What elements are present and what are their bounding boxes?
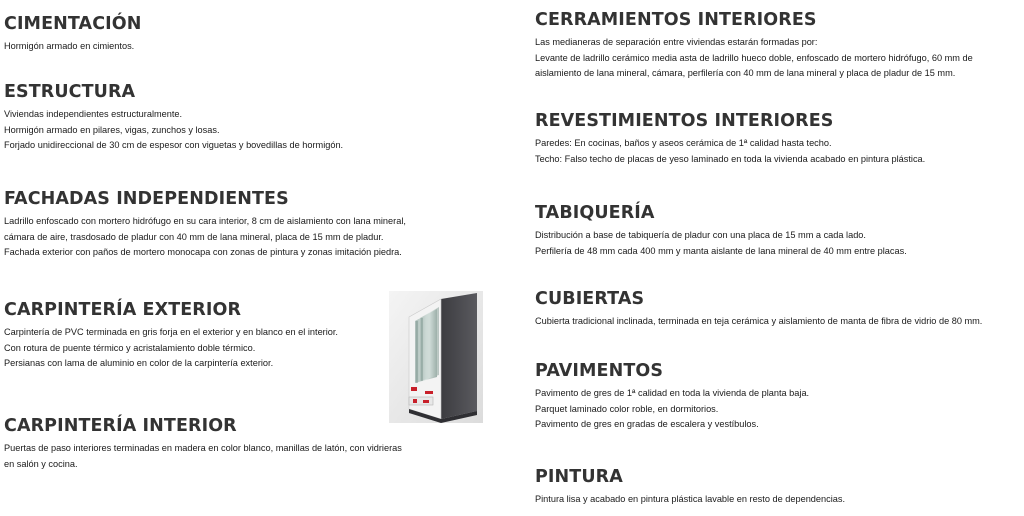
section-cubiertas <box>535 288 982 330</box>
section-line: Con rotura de puente térmico y acristalamiento doble térmico. <box>4 342 256 353</box>
section-title: CUBIERTAS <box>535 289 645 309</box>
section-carpinteria-exterior <box>4 299 338 372</box>
section-title: REVESTIMIENTOS INTERIORES <box>535 111 834 131</box>
section-line: Levante de ladrillo cerámico media asta de ladrillo hueco doble, enfoscado de mortero hidrófugo, 60 mm de <box>535 52 973 63</box>
section-title: TABIQUERÍA <box>535 203 655 223</box>
section-tabiqueria <box>535 202 907 259</box>
section-line: en salón y cocina. <box>4 458 78 469</box>
section-line: Parquet laminado color roble, en dormitorios. <box>535 403 719 414</box>
section-title: PINTURA <box>535 467 623 487</box>
section-line: aislamiento de lana mineral, cámara, perfilería con 40 mm de lana mineral y placa de pladur de 15 mm. <box>535 68 956 78</box>
glass-pane <box>420 307 439 381</box>
section-estructura <box>4 81 343 154</box>
section-title: CARPINTERÍA EXTERIOR <box>4 300 242 320</box>
section-cimentacion <box>4 13 141 55</box>
section-title: CARPINTERÍA INTERIOR <box>4 416 237 436</box>
section-line: Ladrillo enfoscado con mortero hidrófugo en su cara interior, 8 cm de aislamiento con lana mineral, <box>4 216 406 226</box>
section-carpinteria-interior <box>4 415 402 472</box>
seal-red-mark <box>411 387 417 391</box>
section-title: CIMENTACIÓN <box>4 14 142 34</box>
section-cerramientos-interiores <box>535 9 973 82</box>
section-pavimentos <box>535 360 809 433</box>
section-line: Perfilería de 48 mm cada 400 mm y manta aislante de lana mineral de 40 mm entre placas. <box>535 245 907 256</box>
section-line: Hormigón armado en pilares, vigas, zunchos y losas. <box>4 124 220 135</box>
section-pintura <box>535 466 845 508</box>
section-line: Forjado unidireccional de 30 cm de espesor con viguetas y bovedillas de hormigón. <box>4 140 344 150</box>
window-profile-image <box>389 291 483 423</box>
section-line: Techo: Falso techo de placas de yeso laminado en toda la vivienda acabado en pintura plástica. <box>535 153 926 164</box>
section-line: Viviendas independientes estructuralmente. <box>4 109 183 119</box>
section-line: Fachada exterior con paños de mortero monocapa con zonas de pintura y zonas imitación piedra. <box>4 247 402 257</box>
section-line: Carpintería de PVC terminada en gris forja en el exterior y en blanco en el interior. <box>4 327 338 337</box>
section-title: CERRAMIENTOS INTERIORES <box>535 10 817 30</box>
section-line: Pavimento de gres de 1ª calidad en toda la vivienda de planta baja. <box>535 388 810 398</box>
section-fachadas <box>4 188 406 261</box>
section-title: PAVIMENTOS <box>535 361 664 381</box>
section-line: Pintura lisa y acabado en pintura plástica lavable en resto de dependencias. <box>535 494 846 504</box>
section-line: Persianas con lama de aluminio en color de la carpintería exterior. <box>4 358 274 368</box>
section-title: ESTRUCTURA <box>4 82 136 102</box>
section-line: Hormigón armado en cimientos. <box>4 41 135 51</box>
section-line: Paredes: En cocinas, baños y aseos cerámica de 1ª calidad hasta techo. <box>535 138 832 148</box>
section-line: Cubierta tradicional inclinada, terminada en teja cerámica y aislamiento de manta de fibra de vidrio de 80 mm. <box>535 316 983 326</box>
section-line: Las medianeras de separación entre viviendas estarán formadas por: <box>535 37 818 47</box>
seal-red-mark <box>425 391 433 394</box>
section-revestimientos-interiores <box>535 110 925 167</box>
frame-exterior-face <box>441 293 477 419</box>
section-line: Distribución a base de tabiquería de pladur con una placa de 15 mm a cada lado. <box>535 230 866 240</box>
section-line: Puertas de paso interiores terminadas en madera en color blanco, manillas de latón, con vidrieras <box>4 443 402 453</box>
section-line: Pavimento de gres en gradas de escalera y vestíbulos. <box>535 419 759 429</box>
section-title: FACHADAS INDEPENDIENTES <box>4 189 289 209</box>
section-line: cámara de aire, trasdosado de pladur con 40 mm de lana mineral, placa de 15 mm de pladur. <box>4 231 384 242</box>
